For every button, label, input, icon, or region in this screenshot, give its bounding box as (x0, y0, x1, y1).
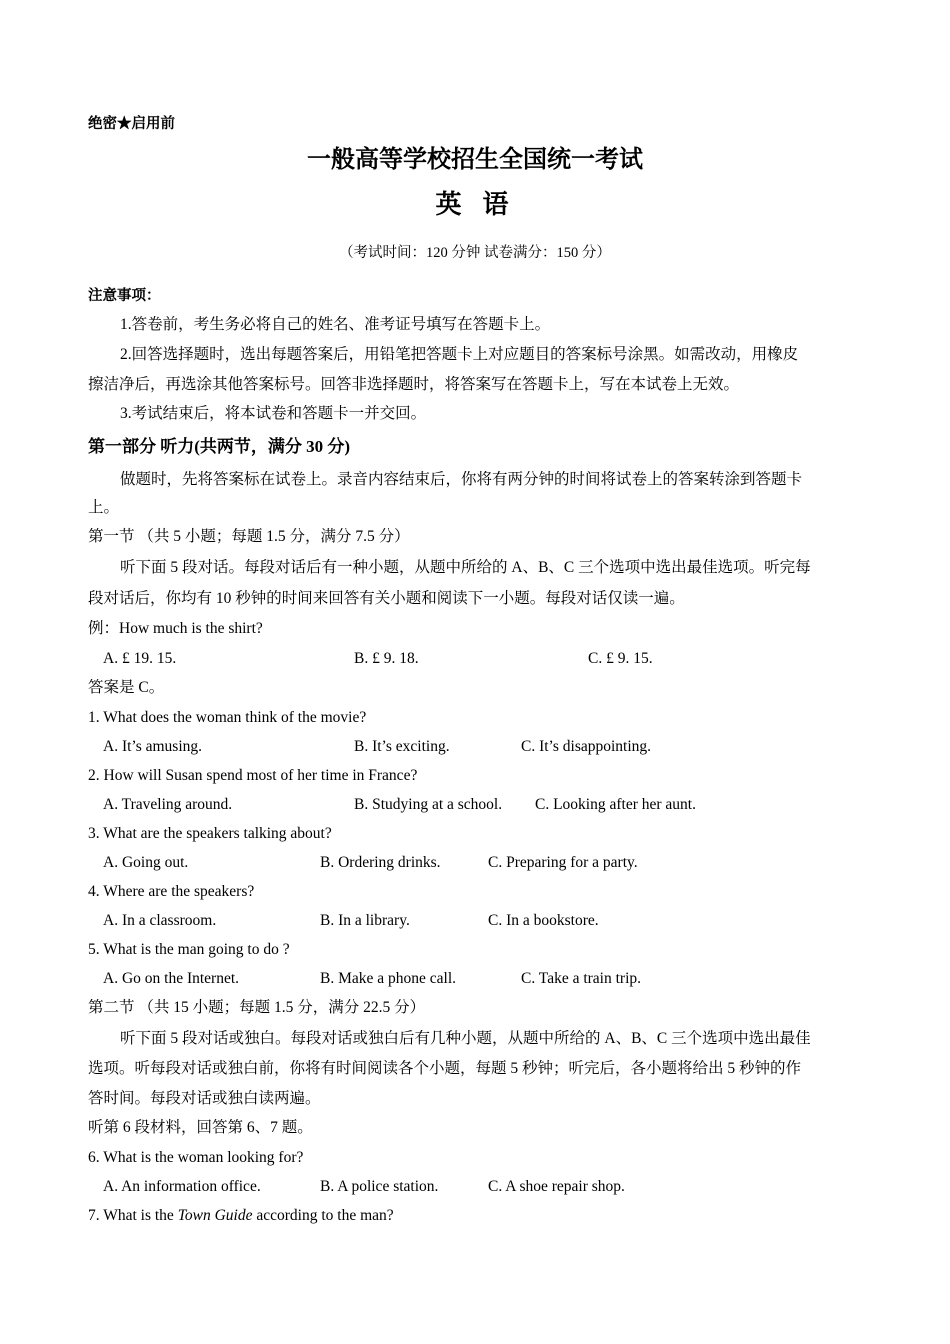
example-answer: 答案是 C。 (88, 679, 165, 696)
question-5-option-a: A. Go on the Internet. (103, 970, 240, 987)
example-question: 例：How much is the shirt? (88, 620, 263, 637)
question-2: 2. How will Susan spend most of her time in France? (88, 767, 418, 784)
question-6-option-c: C. A shoe repair shop. (488, 1178, 625, 1195)
notice-item-1: 1.答卷前，考生务必将自己的姓名、准考证号填写在答题卡上。 (120, 316, 551, 333)
example-option-c: C. £ 9. 15. (588, 650, 653, 667)
question-2-option-a: A. Traveling around. (103, 796, 233, 813)
question-6: 6. What is the woman looking for? (88, 1149, 304, 1166)
part1-intro-line-2: 上。 (88, 499, 120, 516)
example-option-a: A. £ 19. 15. (103, 650, 177, 667)
confidential-mark: 绝密★启用前 (88, 116, 175, 132)
section2-heading: 第二节 （共 15 小题；每题 1.5 分，满分 22.5 分） (88, 999, 426, 1016)
question-6-option-a: A. An information office. (103, 1178, 261, 1195)
question-4: 4. Where are the speakers? (88, 883, 255, 900)
question-3-option-a: A. Going out. (103, 854, 189, 871)
section1-intro-line-1: 听下面 5 段对话。每段对话后有一种小题，从题中所给的 A、B、C 三个选项中选出最佳选项。听完每 (120, 559, 811, 576)
question-1: 1. What does the woman think of the movie? (88, 709, 367, 726)
section2-intro-line-3: 答时间。每段对话或独白读两遍。 (88, 1090, 321, 1107)
question-1-option-b: B. It’s exciting. (354, 738, 450, 755)
question-5-option-b: B. Make a phone call. (320, 970, 457, 987)
question-2-option-b: B. Studying at a school. (354, 796, 503, 813)
question-1-option-c: C. It’s disappointing. (521, 738, 652, 755)
question-7-pre: 7. What is the (88, 1207, 178, 1224)
section1-heading: 第一节 （共 5 小题；每题 1.5 分，满分 7.5 分） (88, 528, 410, 545)
section1-intro-line-2: 段对话后，你均有 10 秒钟的时间来回答有关小题和阅读下一小题。每段对话仅读一遍。 (88, 590, 685, 607)
material-6-heading: 听第 6 段材料，回答第 6、7 题。 (88, 1119, 313, 1136)
example-option-b: B. £ 9. 18. (354, 650, 419, 667)
notice-item-2-line-2: 擦洁净后，再选涂其他答案标号。回答非选择题时，将答案写在答题卡上，写在本试卷上无效。 (88, 376, 740, 393)
question-3-option-b: B. Ordering drinks. (320, 854, 441, 871)
question-7-town-guide: Town Guide (177, 1207, 253, 1224)
question-7-post: according to the man? (252, 1207, 394, 1224)
question-4-option-b: B. In a library. (320, 912, 410, 929)
section2-intro-line-1: 听下面 5 段对话或独白。每段对话或独白后有几种小题，从题中所给的 A、B、C 三个选项中选出最佳 (120, 1030, 811, 1047)
question-4-option-c: C. In a bookstore. (488, 912, 599, 929)
question-5-option-c: C. Take a train trip. (521, 970, 642, 987)
notice-heading: 注意事项： (88, 288, 161, 304)
exam-title: 一般高等学校招生全国统一考试 (307, 145, 643, 173)
question-5: 5. What is the man going to do ? (88, 941, 290, 958)
question-2-option-c: C. Looking after her aunt. (535, 796, 696, 813)
question-3-option-c: C. Preparing for a party. (488, 854, 638, 871)
exam-time-info: （考试时间：120 分钟 试卷满分：150 分） (339, 245, 611, 261)
part1-intro-line-1: 做题时，先将答案标在试卷上。录音内容结束后，你将有两分钟的时间将试卷上的答案转涂到答题卡 (120, 471, 803, 488)
part1-heading: 第一部分 听力(共两节，满分 30 分) (88, 437, 351, 456)
notice-item-3: 3.考试结束后，将本试卷和答题卡一并交回。 (120, 405, 427, 422)
question-6-option-b: B. A police station. (320, 1178, 439, 1195)
question-3: 3. What are the speakers talking about? (88, 825, 332, 842)
question-1-option-a: A. It’s amusing. (103, 738, 203, 755)
question-4-option-a: A. In a classroom. (103, 912, 217, 929)
section2-intro-line-2: 选项。听每段对话或独白前，你将有时间阅读各个小题，每题 5 秒钟；听完后，各小题将给出 5 秒钟的作 (88, 1060, 802, 1077)
notice-item-2-line-1: 2.回答选择题时，选出每题答案后，用铅笔把答题卡上对应题目的答案标号涂黑。如需改动，用橡皮 (120, 346, 799, 363)
question-7 (88, 1206, 394, 1226)
subject-title: 英 语 (435, 190, 515, 220)
